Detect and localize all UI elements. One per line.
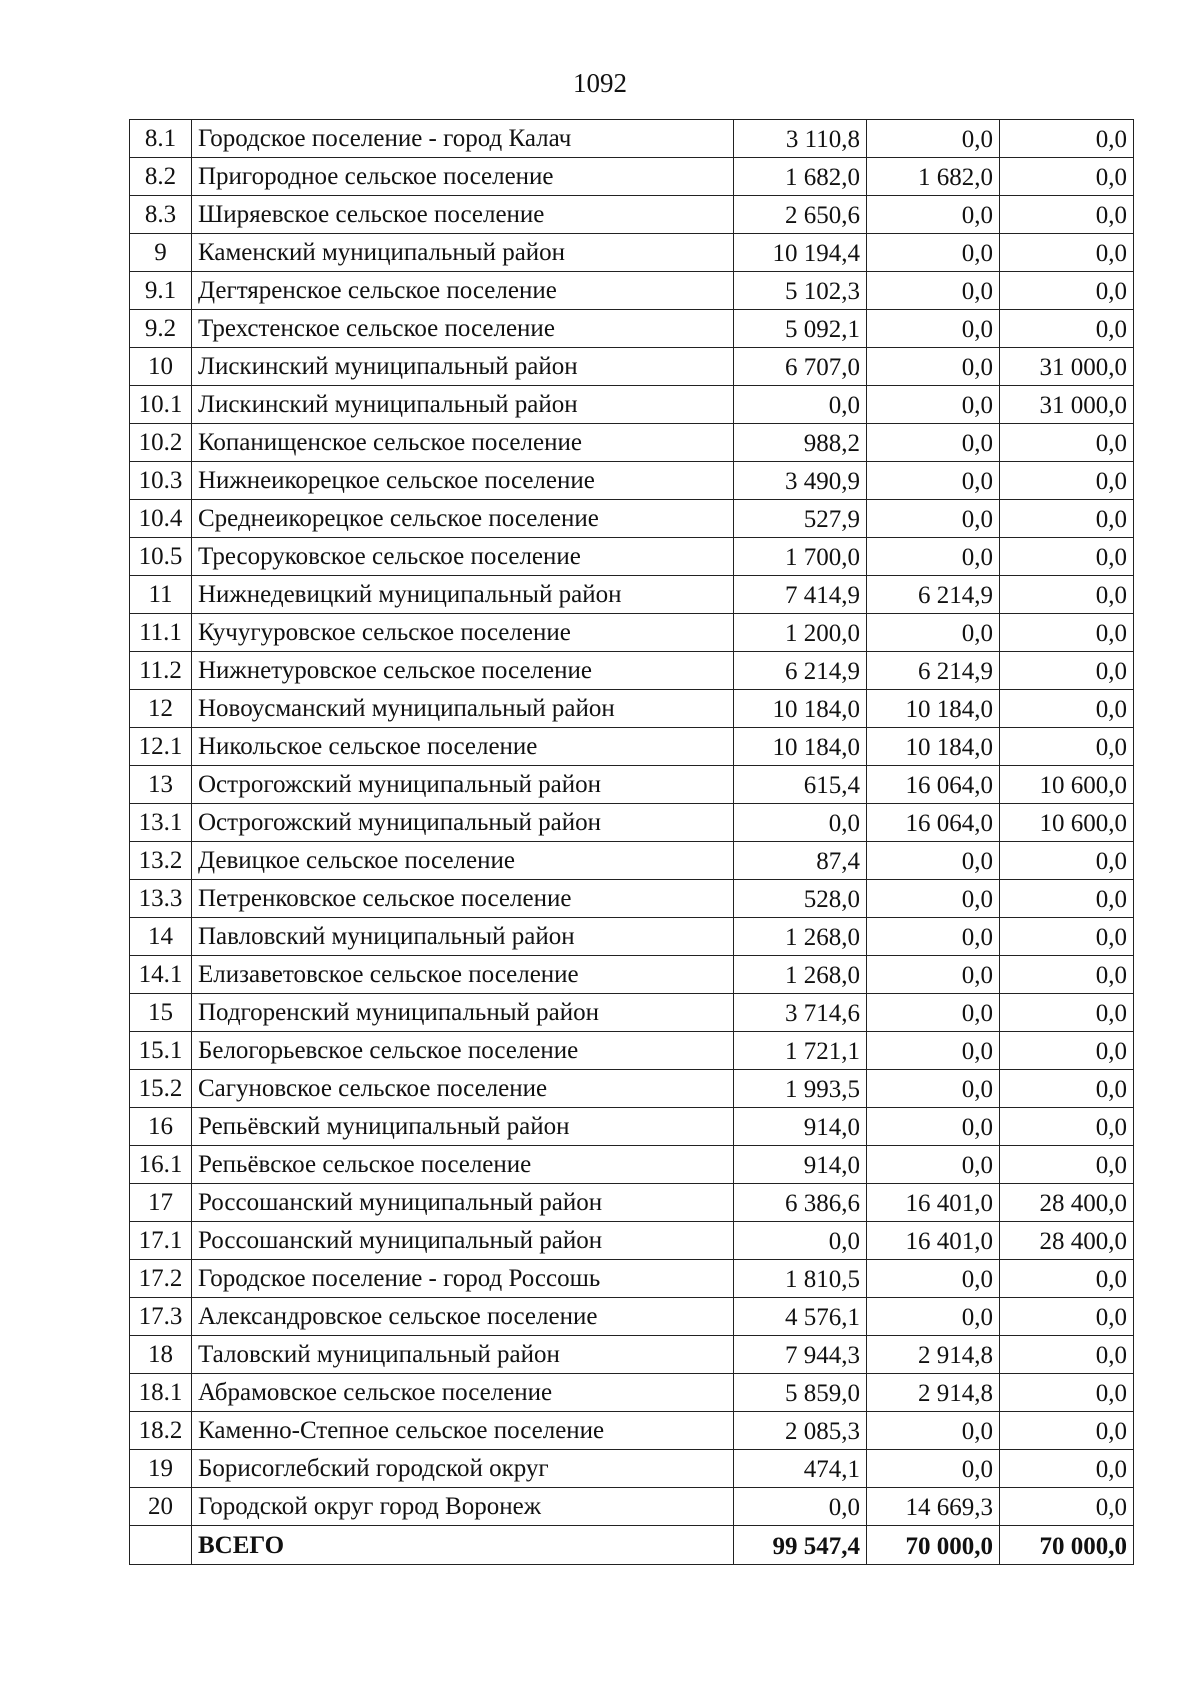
total-number (130, 1526, 192, 1565)
row-value-1: 3 110,8 (734, 120, 867, 158)
budget-table (129, 119, 1134, 1565)
row-value-3: 31 000,0 (1000, 386, 1134, 424)
row-name: Дегтяренское сельское поселение (192, 272, 734, 310)
row-value-3: 0,0 (1000, 538, 1134, 576)
row-value-1: 527,9 (734, 500, 867, 538)
row-value-2: 0,0 (867, 1146, 1000, 1184)
row-name: Каменский муниципальный район (192, 234, 734, 272)
row-value-3: 0,0 (1000, 1488, 1134, 1526)
table-row (130, 196, 1134, 234)
row-number: 8.1 (130, 120, 192, 158)
row-value-3: 28 400,0 (1000, 1222, 1134, 1260)
row-value-2: 0,0 (867, 1108, 1000, 1146)
row-value-2: 0,0 (867, 994, 1000, 1032)
row-value-3: 10 600,0 (1000, 766, 1134, 804)
row-number: 15 (130, 994, 192, 1032)
row-number: 15.1 (130, 1032, 192, 1070)
row-value-2: 0,0 (867, 956, 1000, 994)
row-name: Таловский муниципальный район (192, 1336, 734, 1374)
table-row (130, 652, 1134, 690)
row-value-3: 0,0 (1000, 1108, 1134, 1146)
table-row (130, 994, 1134, 1032)
row-value-3: 0,0 (1000, 158, 1134, 196)
row-value-1: 7 944,3 (734, 1336, 867, 1374)
row-number: 12.1 (130, 728, 192, 766)
row-value-3: 0,0 (1000, 1450, 1134, 1488)
table-row (130, 1184, 1134, 1222)
row-name: Нижнеикорецкое сельское поселение (192, 462, 734, 500)
row-value-1: 1 200,0 (734, 614, 867, 652)
table-row (130, 804, 1134, 842)
row-name: Лискинский муниципальный район (192, 386, 734, 424)
row-value-2: 0,0 (867, 462, 1000, 500)
table-row (130, 272, 1134, 310)
row-value-3: 0,0 (1000, 880, 1134, 918)
row-value-1: 5 859,0 (734, 1374, 867, 1412)
table-row (130, 842, 1134, 880)
row-value-1: 3 714,6 (734, 994, 867, 1032)
row-number: 17.1 (130, 1222, 192, 1260)
row-value-2: 0,0 (867, 234, 1000, 272)
row-name: Павловский муниципальный район (192, 918, 734, 956)
row-value-3: 0,0 (1000, 1374, 1134, 1412)
row-number: 17.2 (130, 1260, 192, 1298)
row-name: Нижнедевицкий муниципальный район (192, 576, 734, 614)
row-number: 10.3 (130, 462, 192, 500)
row-value-3: 0,0 (1000, 424, 1134, 462)
row-value-1: 4 576,1 (734, 1298, 867, 1336)
row-value-2: 0,0 (867, 1032, 1000, 1070)
table-row (130, 1070, 1134, 1108)
row-name: Нижнетуровское сельское поселение (192, 652, 734, 690)
page-number: 1092 (573, 68, 627, 98)
table-row (130, 1450, 1134, 1488)
table-row (130, 538, 1134, 576)
row-value-2: 0,0 (867, 1260, 1000, 1298)
row-name: Копанищенское сельское поселение (192, 424, 734, 462)
row-value-3: 0,0 (1000, 690, 1134, 728)
table-row (130, 956, 1134, 994)
row-value-1: 474,1 (734, 1450, 867, 1488)
row-name: Трехстенское сельское поселение (192, 310, 734, 348)
row-value-1: 5 092,1 (734, 310, 867, 348)
total-value-1: 99 547,4 (734, 1526, 867, 1565)
row-value-2: 10 184,0 (867, 728, 1000, 766)
row-name: Кучугуровское сельское поселение (192, 614, 734, 652)
row-value-1: 10 194,4 (734, 234, 867, 272)
row-value-3: 0,0 (1000, 1146, 1134, 1184)
row-number: 15.2 (130, 1070, 192, 1108)
row-name: Никольское сельское поселение (192, 728, 734, 766)
row-value-1: 6 707,0 (734, 348, 867, 386)
row-number: 19 (130, 1450, 192, 1488)
row-value-2: 0,0 (867, 196, 1000, 234)
row-number: 10.2 (130, 424, 192, 462)
row-name: Елизаветовское сельское поселение (192, 956, 734, 994)
row-value-3: 0,0 (1000, 120, 1134, 158)
row-value-3: 0,0 (1000, 500, 1134, 538)
row-value-3: 0,0 (1000, 272, 1134, 310)
row-value-2: 0,0 (867, 120, 1000, 158)
row-number: 18.2 (130, 1412, 192, 1450)
row-number: 10.5 (130, 538, 192, 576)
table-row (130, 614, 1134, 652)
row-number: 9.2 (130, 310, 192, 348)
row-number: 18.1 (130, 1374, 192, 1412)
row-name: Россошанский муниципальный район (192, 1222, 734, 1260)
table-row (130, 766, 1134, 804)
row-value-1: 1 268,0 (734, 918, 867, 956)
row-value-2: 6 214,9 (867, 652, 1000, 690)
row-value-2: 0,0 (867, 348, 1000, 386)
row-value-1: 2 085,3 (734, 1412, 867, 1450)
row-value-3: 0,0 (1000, 462, 1134, 500)
table-row (130, 880, 1134, 918)
row-name: Лискинский муниципальный район (192, 348, 734, 386)
row-name: Белогорьевское сельское поселение (192, 1032, 734, 1070)
row-number: 14 (130, 918, 192, 956)
row-number: 14.1 (130, 956, 192, 994)
table-row (130, 500, 1134, 538)
row-value-1: 1 700,0 (734, 538, 867, 576)
row-value-3: 0,0 (1000, 728, 1134, 766)
row-number: 13.1 (130, 804, 192, 842)
row-number: 11.2 (130, 652, 192, 690)
row-value-2: 0,0 (867, 1412, 1000, 1450)
row-value-3: 0,0 (1000, 842, 1134, 880)
row-name: Александровское сельское поселение (192, 1298, 734, 1336)
table-row (130, 1336, 1134, 1374)
row-name: Новоусманский муниципальный район (192, 690, 734, 728)
row-name: Ширяевское сельское поселение (192, 196, 734, 234)
table-row (130, 1146, 1134, 1184)
row-number: 8.2 (130, 158, 192, 196)
row-number: 16 (130, 1108, 192, 1146)
row-value-2: 0,0 (867, 842, 1000, 880)
row-number: 9 (130, 234, 192, 272)
row-value-3: 0,0 (1000, 576, 1134, 614)
row-value-1: 1 810,5 (734, 1260, 867, 1298)
row-name: Пригородное сельское поселение (192, 158, 734, 196)
row-name: Петренковское сельское поселение (192, 880, 734, 918)
row-value-2: 0,0 (867, 1298, 1000, 1336)
row-number: 20 (130, 1488, 192, 1526)
row-value-1: 2 650,6 (734, 196, 867, 234)
row-value-3: 0,0 (1000, 1070, 1134, 1108)
table-row (130, 576, 1134, 614)
table-row (130, 310, 1134, 348)
row-value-3: 0,0 (1000, 310, 1134, 348)
row-number: 13.3 (130, 880, 192, 918)
row-number: 11.1 (130, 614, 192, 652)
row-value-2: 0,0 (867, 424, 1000, 462)
row-value-2: 1 682,0 (867, 158, 1000, 196)
row-value-3: 28 400,0 (1000, 1184, 1134, 1222)
row-value-1: 6 386,6 (734, 1184, 867, 1222)
row-number: 17 (130, 1184, 192, 1222)
row-value-3: 0,0 (1000, 1336, 1134, 1374)
row-value-3: 0,0 (1000, 956, 1134, 994)
row-name: Острогожский муниципальный район (192, 766, 734, 804)
table-body (130, 120, 1134, 1565)
row-value-2: 0,0 (867, 1070, 1000, 1108)
table-row (130, 1374, 1134, 1412)
row-value-2: 0,0 (867, 880, 1000, 918)
table-row (130, 348, 1134, 386)
row-value-3: 0,0 (1000, 614, 1134, 652)
table-row (130, 690, 1134, 728)
row-value-1: 3 490,9 (734, 462, 867, 500)
row-value-2: 6 214,9 (867, 576, 1000, 614)
row-number: 10.1 (130, 386, 192, 424)
table-row (130, 158, 1134, 196)
row-value-1: 87,4 (734, 842, 867, 880)
table-row (130, 728, 1134, 766)
table-row (130, 1108, 1134, 1146)
row-value-2: 0,0 (867, 500, 1000, 538)
row-value-1: 1 268,0 (734, 956, 867, 994)
table-row (130, 1032, 1134, 1070)
row-value-2: 10 184,0 (867, 690, 1000, 728)
row-value-2: 14 669,3 (867, 1488, 1000, 1526)
row-name: Репьёвский муниципальный район (192, 1108, 734, 1146)
row-value-3: 0,0 (1000, 652, 1134, 690)
row-value-1: 6 214,9 (734, 652, 867, 690)
row-value-1: 615,4 (734, 766, 867, 804)
row-number: 17.3 (130, 1298, 192, 1336)
table-row (130, 1298, 1134, 1336)
row-name: Россошанский муниципальный район (192, 1184, 734, 1222)
row-name: Борисоглебский городской округ (192, 1450, 734, 1488)
row-value-1: 10 184,0 (734, 690, 867, 728)
table-row (130, 1260, 1134, 1298)
row-name: Подгоренский муниципальный район (192, 994, 734, 1032)
table-row (130, 1222, 1134, 1260)
table-row (130, 234, 1134, 272)
table-row (130, 386, 1134, 424)
row-value-3: 0,0 (1000, 1412, 1134, 1450)
row-value-2: 0,0 (867, 538, 1000, 576)
table-row (130, 1488, 1134, 1526)
total-row (130, 1526, 1134, 1565)
row-name: Репьёвское сельское поселение (192, 1146, 734, 1184)
row-name: Тресоруковское сельское поселение (192, 538, 734, 576)
row-value-2: 16 064,0 (867, 766, 1000, 804)
table-row (130, 1412, 1134, 1450)
row-value-1: 1 682,0 (734, 158, 867, 196)
row-name: Среднеикорецкое сельское поселение (192, 500, 734, 538)
row-name: Городское поселение - город Калач (192, 120, 734, 158)
row-number: 8.3 (130, 196, 192, 234)
row-value-2: 16 064,0 (867, 804, 1000, 842)
row-value-1: 914,0 (734, 1146, 867, 1184)
row-number: 9.1 (130, 272, 192, 310)
row-name: Девицкое сельское поселение (192, 842, 734, 880)
table-row (130, 462, 1134, 500)
row-value-2: 0,0 (867, 310, 1000, 348)
row-value-1: 0,0 (734, 386, 867, 424)
row-value-1: 10 184,0 (734, 728, 867, 766)
row-name: Городской округ город Воронеж (192, 1488, 734, 1526)
row-number: 10.4 (130, 500, 192, 538)
row-value-3: 0,0 (1000, 1298, 1134, 1336)
row-value-2: 2 914,8 (867, 1374, 1000, 1412)
row-value-1: 0,0 (734, 1222, 867, 1260)
row-value-3: 0,0 (1000, 1032, 1134, 1070)
row-number: 10 (130, 348, 192, 386)
row-number: 13.2 (130, 842, 192, 880)
row-value-2: 0,0 (867, 1450, 1000, 1488)
row-value-3: 0,0 (1000, 1260, 1134, 1298)
row-value-3: 10 600,0 (1000, 804, 1134, 842)
row-name: Сагуновское сельское поселение (192, 1070, 734, 1108)
row-number: 18 (130, 1336, 192, 1374)
table-row (130, 424, 1134, 462)
row-value-1: 528,0 (734, 880, 867, 918)
row-value-3: 0,0 (1000, 196, 1134, 234)
row-value-2: 0,0 (867, 272, 1000, 310)
row-value-2: 0,0 (867, 614, 1000, 652)
row-number: 12 (130, 690, 192, 728)
row-value-2: 16 401,0 (867, 1222, 1000, 1260)
row-name: Абрамовское сельское поселение (192, 1374, 734, 1412)
row-value-2: 0,0 (867, 386, 1000, 424)
row-value-2: 0,0 (867, 918, 1000, 956)
row-value-1: 0,0 (734, 804, 867, 842)
row-value-3: 0,0 (1000, 234, 1134, 272)
row-value-3: 0,0 (1000, 994, 1134, 1032)
row-value-1: 5 102,3 (734, 272, 867, 310)
row-number: 11 (130, 576, 192, 614)
total-value-3: 70 000,0 (1000, 1526, 1134, 1565)
table-row (130, 918, 1134, 956)
row-name: Городское поселение - город Россошь (192, 1260, 734, 1298)
row-value-1: 1 993,5 (734, 1070, 867, 1108)
row-number: 13 (130, 766, 192, 804)
total-label: ВСЕГО (192, 1526, 734, 1565)
table-row (130, 120, 1134, 158)
row-value-1: 7 414,9 (734, 576, 867, 614)
row-value-3: 31 000,0 (1000, 348, 1134, 386)
row-name: Каменно-Степное сельское поселение (192, 1412, 734, 1450)
row-value-1: 988,2 (734, 424, 867, 462)
row-value-1: 1 721,1 (734, 1032, 867, 1070)
row-value-2: 16 401,0 (867, 1184, 1000, 1222)
row-value-1: 0,0 (734, 1488, 867, 1526)
row-value-3: 0,0 (1000, 918, 1134, 956)
row-value-1: 914,0 (734, 1108, 867, 1146)
row-number: 16.1 (130, 1146, 192, 1184)
row-name: Острогожский муниципальный район (192, 804, 734, 842)
row-value-2: 2 914,8 (867, 1336, 1000, 1374)
total-value-2: 70 000,0 (867, 1526, 1000, 1565)
